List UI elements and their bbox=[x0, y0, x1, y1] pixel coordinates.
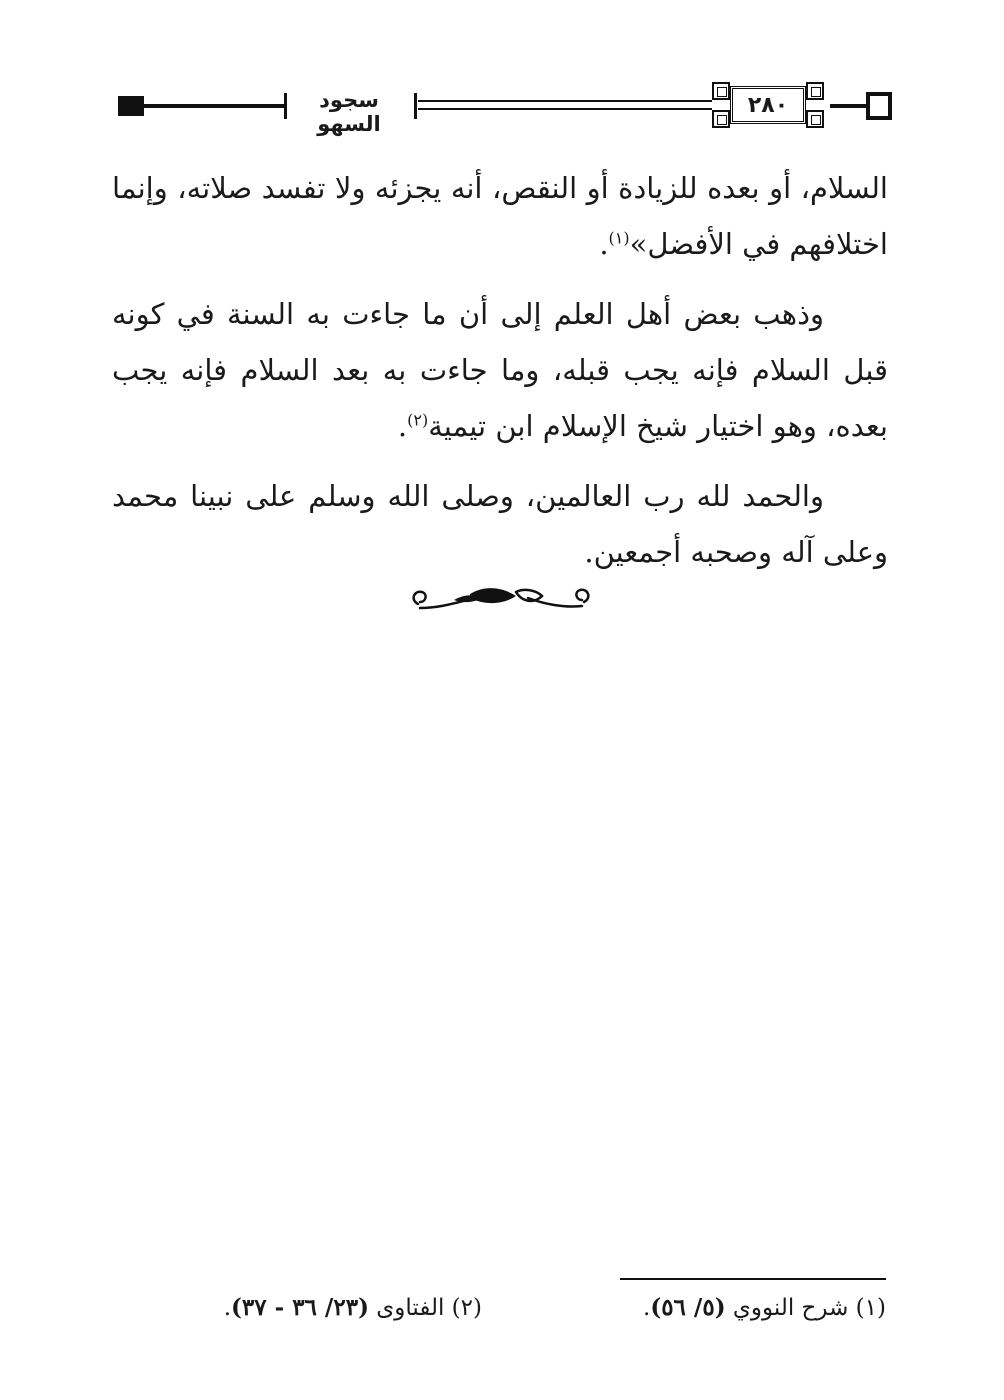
header-rule-bottom bbox=[418, 108, 712, 110]
paragraph-2 bbox=[112, 286, 888, 454]
header-square-left bbox=[118, 96, 144, 116]
paragraph-text: السلام، أو بعده للزيادة أو النقص، أنه يجزئه ولا تفسد صلاته، وإنما اختلافهم في الأفضل» bbox=[112, 171, 888, 261]
footnote-separator bbox=[620, 1278, 886, 1280]
footnote-end: . bbox=[223, 1295, 232, 1321]
footnote-ref: (٢) bbox=[407, 410, 429, 430]
header-tick bbox=[284, 93, 287, 119]
footnote-ref: (١) bbox=[608, 228, 630, 248]
chapter-title: سجود السهو bbox=[317, 88, 381, 136]
footnote-source: شرح النووي bbox=[732, 1295, 849, 1321]
paragraph-text: والحمد لله رب العالمين، وصلى الله وسلم على نبينا محمد وعلى آله وصحبه أجمعين. bbox=[112, 479, 888, 569]
header-rule-top bbox=[418, 100, 712, 102]
header-tick bbox=[414, 93, 417, 119]
header-bar-right bbox=[830, 104, 866, 108]
page-body bbox=[112, 160, 888, 594]
footnote-end: . bbox=[643, 1295, 651, 1321]
footnote-2 bbox=[224, 1294, 482, 1321]
paragraph-1 bbox=[112, 160, 888, 272]
header-knot-ornament bbox=[712, 82, 730, 100]
header-bar-left bbox=[144, 104, 284, 108]
footnote-source: الفتاوى bbox=[376, 1295, 445, 1321]
footnote-ref-volume: (٥/ ٥٦) bbox=[650, 1294, 726, 1321]
header-knot-ornament bbox=[806, 110, 824, 128]
footnote-ref-volume: (٢٣/ ٣٦ - ٣٧) bbox=[231, 1294, 369, 1321]
running-header bbox=[114, 80, 888, 136]
header-square-right bbox=[866, 92, 892, 120]
paragraph-3 bbox=[112, 468, 888, 580]
footnote-number: (١) bbox=[855, 1295, 886, 1321]
footnote-1 bbox=[643, 1294, 886, 1321]
footnote-number: (٢) bbox=[451, 1295, 482, 1321]
header-knot-ornament bbox=[712, 110, 730, 128]
paragraph-text: وذهب بعض أهل العلم إلى أن ما جاءت به السنة في كونه قبل السلام فإنه يجب قبله، وما جاءت به بعد السلام فإنه يجب بعده، وهو اختيار شيخ الإسلام ابن تيمية bbox=[112, 297, 888, 443]
page-number: ٢٨٠ bbox=[730, 86, 806, 124]
header-knot-ornament bbox=[806, 82, 824, 100]
paragraph-end: . bbox=[599, 227, 609, 261]
paragraph-end: . bbox=[397, 409, 408, 443]
floral-divider-ornament-icon bbox=[404, 578, 598, 618]
